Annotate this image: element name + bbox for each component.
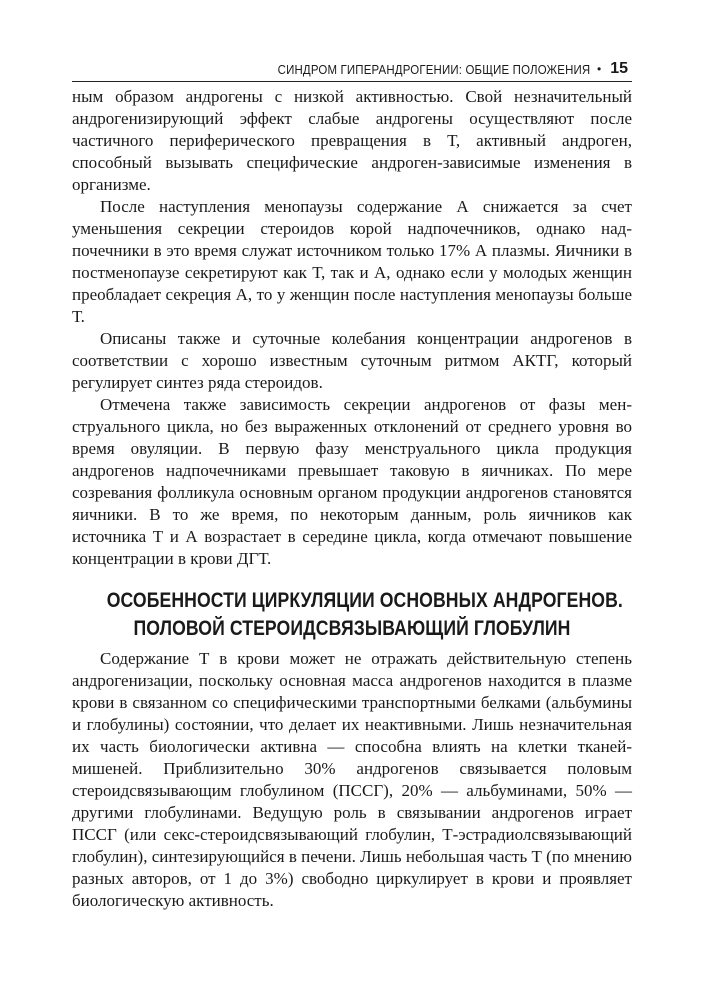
section-heading <box>60 587 644 643</box>
paragraph: После наступления менопаузы содержание А снижается за счет уменьшения секреции стероидов корой надпочечников, однако надпочечники в это время служат источником только 17% А плазмы. Яичники в постменопаузе секретируют как Т, так и А, однако если у молодых женщин преобладает секреция А, то у женщин после наступления менопаузы больше Т. <box>72 197 632 326</box>
section-1-text <box>72 86 632 570</box>
section-2-text <box>72 648 632 912</box>
running-header <box>72 57 632 82</box>
paragraph: Описаны также и суточные колебания концентрации андрогенов в соответствии с хорошо известным суточным ритмом АКТГ, который регулирует синтез ряда стероидов. <box>72 329 632 392</box>
paragraph-continued: ным образом андрогены с низкой активностью. Свой незначительный андрогенизирующий эффект слабые андрогены осуществляют после частичного периферического превращения в Т, активный андроген, способный вызывать специфические андроген-зависимые изменения в организме. <box>72 87 632 194</box>
page-number: 15 <box>610 60 628 77</box>
running-title: СИНДРОМ ГИПЕРАНДРОГЕНИИ: ОБЩИЕ ПОЛОЖЕНИЯ <box>277 61 590 77</box>
section-heading-line-1: ОСОБЕННОСТИ ЦИРКУЛЯЦИИ ОСНОВНЫХ АНДРОГЕНОВ. <box>106 589 623 612</box>
bullet-icon: • <box>597 62 602 76</box>
paragraph: Отмечена также зависимость секреции андрогенов от фазы менструального цикла, но без выраженных отклонений от среднего уровня во время овуляции. В первую фазу менструального цикла продукция андрогенов надпочечниками превышает таковую в яичниках. По мере созревания фолликула основным органом продукции андрогенов становятся яичники. В то же время, по некоторым данным, роль яичников как источника Т и А возрастает в середине цикла, когда отмечают повышение концентрации в крови ДГТ. <box>72 395 632 568</box>
paragraph: Содержание Т в крови может не отражать действительную степень андрогенизации, поскольку основная масса андрогенов находится в плазме крови в связанном со специфическими транспортными белками (альбумины и глобулины) состоянии, что делает их неактивными. Лишь незначительная их часть биологически активна — способна влиять на клетки тканей-мишеней. Приблизительно 30% андрогенов связывается половым стероидсвязывающим глобулином (ПССГ), 20% — альбуминами, 50% — другими глобулинами. Ведущую роль в связывании андрогенов играет ПССГ (или секс-стероидсвязывающий глобулин, Т-эстрадиолсвязывающий глобулин), синтезирующийся в печени. Лишь небольшая часть Т (по мнению разных авторов, от 1 до 3%) свободно циркулирует в крови и проявляет биологическую активность. <box>72 649 632 910</box>
section-heading-line-2: ПОЛОВОЙ СТЕРОИДСВЯЗЫВАЮЩИЙ ГЛОБУЛИН <box>133 617 571 640</box>
